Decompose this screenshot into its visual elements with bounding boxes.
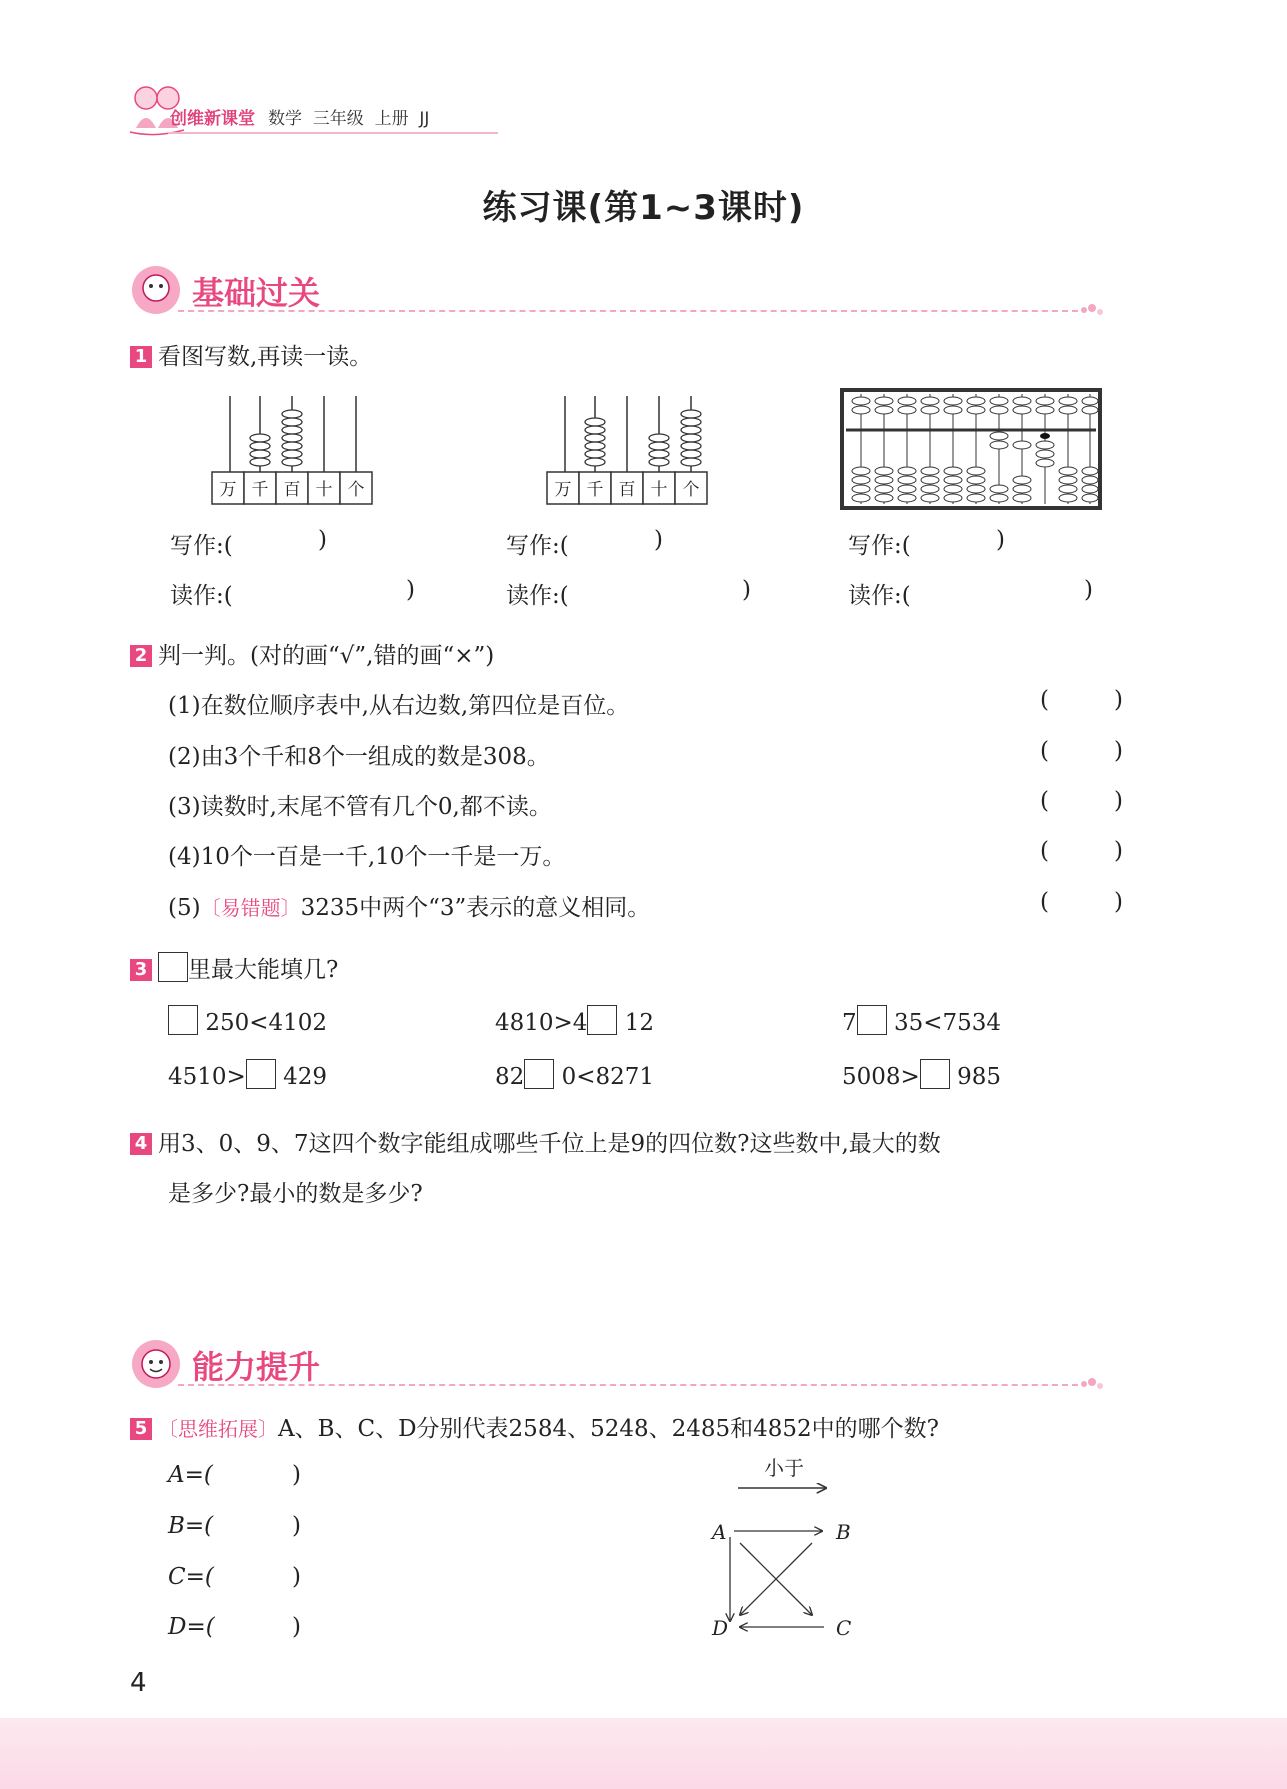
section-title: 基础过关 [192,274,321,312]
node-label: A [712,1520,727,1544]
read-label: 读作:( [848,583,911,609]
counting-frame-1 [208,392,378,507]
question-1-prompt [130,338,372,371]
paren-open: ( [1040,687,1049,713]
comparison-diagram [700,1455,880,1645]
paren-open: ( [1040,738,1049,764]
paren-close: ) [318,527,327,553]
answer-box[interactable] [857,1005,887,1035]
place-label: 个 [347,480,365,500]
prompt-text: 里最大能填几? [188,957,339,983]
paren-close: ) [996,527,1005,553]
extension-tag: 〔思维拓展〕 [158,1417,278,1441]
item-prefix: (5) [168,895,201,921]
counting-frame-2 [543,392,713,507]
paren-close: ) [1084,577,1093,603]
answer-box[interactable] [587,1005,617,1035]
question-number: 5 [130,1418,152,1440]
question-5-prompt [130,1410,939,1443]
prompt-text: 用3、0、9、7这四个数字能组成哪些千位上是9的四位数?这些数中,最大的数 [158,1131,941,1157]
place-label: 个 [682,480,700,500]
question-number: 4 [130,1133,152,1155]
section-title: 能力提升 [192,1348,321,1386]
answer-paren-5[interactable] [1040,889,1123,915]
paren-open: ( [1040,838,1049,864]
paren-open: ( [1040,889,1049,915]
read-label: 读作:( [506,583,569,609]
node-label: B [836,1520,851,1544]
brand-name: 创维新课堂 [170,109,255,129]
write-label: 写作:( [848,533,911,559]
write-line-3 [848,527,1005,560]
fill-item-5: 82 0<8271 [495,1059,654,1090]
page-header [128,88,1128,158]
judge-item-3: (3)读数时,末尾不管有几个0,都不读。 [168,794,552,820]
node-label: D [712,1616,729,1640]
page-number: 4 [130,1668,147,1698]
paren-open: ( [1040,788,1049,814]
prompt-text: 判一判。(对的画“√”,错的画“×”) [158,643,495,669]
paren-close: ) [1114,838,1123,864]
read-line-1 [170,577,415,610]
judge-item-1: (1)在数位顺序表中,从右边数,第四位是百位。 [168,693,630,719]
fill-item-2: 4810>4 12 [495,1005,654,1036]
fill-item-3: 7 35<7534 [842,1005,1001,1036]
question-2-prompt [130,637,494,670]
dots-decoration-icon [1078,1376,1108,1392]
place-label: 十 [650,480,668,500]
question-number: 1 [130,346,152,368]
section-divider [178,1384,1078,1386]
paren-close: ) [654,527,663,553]
blank-box [158,952,188,982]
answer-line-b: B=( ) [168,1513,301,1539]
node-label: C [836,1616,852,1640]
place-label: 万 [554,480,572,500]
place-label: 百 [283,480,301,500]
answer-box[interactable] [524,1059,554,1089]
judge-item-5 [168,889,650,922]
paren-close: ) [1114,738,1123,764]
write-label: 写作:( [506,533,569,559]
question-number: 2 [130,645,152,667]
item-text: 3235中两个“3”表示的意义相同。 [300,895,651,921]
footer-band [0,1718,1287,1789]
section-advanced [128,1336,1128,1396]
answer-line-a: A=( ) [168,1462,301,1488]
question-3-prompt [130,951,338,984]
paren-close: ) [1114,687,1123,713]
place-label: 十 [315,480,333,500]
dots-decoration-icon [1078,302,1108,318]
fill-item-1: 250<4102 [168,1005,327,1036]
prompt-text: 看图写数,再读一读。 [158,344,373,370]
section-basic [128,262,1128,322]
question-number: 3 [130,959,152,981]
write-line-1 [170,527,327,560]
write-label: 写作:( [170,533,233,559]
read-label: 读作:( [170,583,233,609]
section-divider [178,310,1078,312]
prompt-text: A、B、C、D分别代表2584、5248、2485和4852中的哪个数? [278,1416,940,1442]
place-label: 千 [586,480,604,500]
answer-line-d: D=( ) [168,1614,301,1640]
fill-item-4: 4510> 429 [168,1059,327,1090]
judge-item-4: (4)10个一百是一千,10个一千是一万。 [168,844,566,870]
header-underline [168,132,498,134]
paren-close: ) [1114,889,1123,915]
answer-paren-3[interactable] [1040,788,1123,814]
page-title: 练习课(第1~3课时) [482,188,805,228]
answer-paren-1[interactable] [1040,687,1123,713]
write-line-2 [506,527,663,560]
fill-item-6: 5008> 985 [842,1059,1001,1090]
answer-box[interactable] [168,1005,198,1035]
answer-box[interactable] [246,1059,276,1089]
paren-close: ) [406,577,415,603]
question-4-prompt [130,1125,1130,1158]
question-4-line2: 是多少?最小的数是多少? [168,1181,423,1207]
place-label: 千 [251,480,269,500]
paren-close: ) [1114,788,1123,814]
answer-paren-4[interactable] [1040,838,1123,864]
place-label: 百 [618,480,636,500]
read-line-2 [506,577,751,610]
error-prone-tag: 〔易错题〕 [200,896,301,920]
answer-box[interactable] [920,1059,950,1089]
legend-label: 小于 [764,1456,804,1480]
book-info: 数学 三年级 上册 JJ [268,109,430,129]
read-line-3 [848,577,1093,610]
paren-close: ) [742,577,751,603]
judge-item-2: (2)由3个千和8个一组成的数是308。 [168,744,550,770]
answer-line-c: C=( ) [168,1564,301,1590]
answer-paren-2[interactable] [1040,738,1123,764]
abacus-3 [840,388,1102,512]
place-label: 万 [219,480,237,500]
